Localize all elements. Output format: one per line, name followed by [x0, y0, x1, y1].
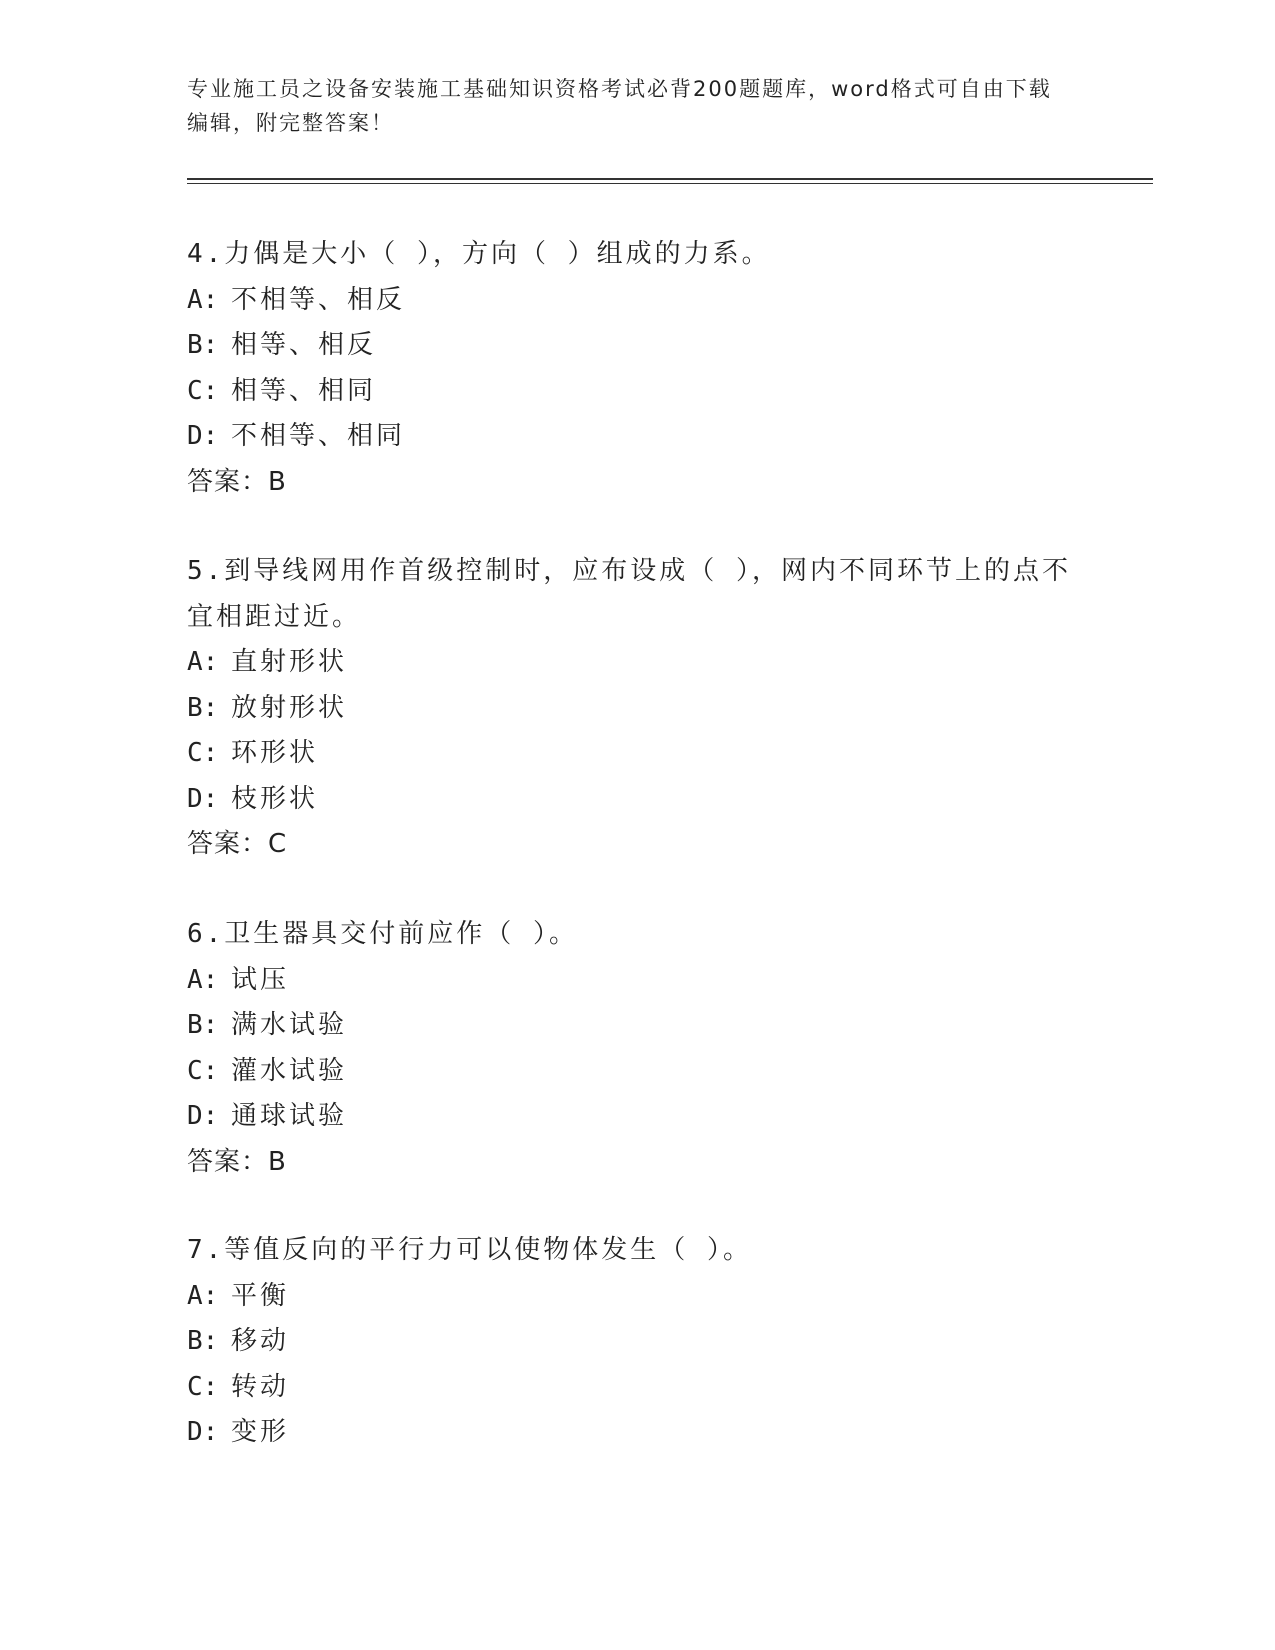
- option-letter: C:: [187, 1371, 219, 1402]
- option-letter: B:: [187, 1326, 219, 1356]
- option-b: [187, 323, 1087, 369]
- option-letter: B:: [187, 1010, 219, 1040]
- option-text: 通球试验: [231, 1101, 348, 1131]
- question-stem: 5.到导线网用作首级控制时，应布设成（ ），网内不同环节上的点不宜相距过近。: [187, 556, 1071, 632]
- option-letter: A:: [187, 284, 219, 315]
- option-b: [187, 686, 1087, 732]
- option-a: [187, 640, 1087, 686]
- option-letter: D:: [187, 1417, 219, 1447]
- option-text: 不相等、相反: [231, 284, 406, 315]
- option-text: 满水试验: [231, 1010, 348, 1040]
- option-letter: B:: [187, 330, 219, 360]
- option-text: 相等、相同: [231, 375, 377, 406]
- option-text: 平衡: [231, 1280, 290, 1311]
- option-text: 试压: [231, 964, 290, 995]
- option-text: 相等、相反: [231, 330, 377, 360]
- option-a: [187, 958, 1087, 1004]
- question-stem: 4.力偶是大小（ ），方向（ ）组成的力系。: [187, 239, 771, 269]
- option-c: [187, 1049, 1087, 1095]
- question-block: [187, 232, 1087, 505]
- option-letter: A:: [187, 964, 219, 995]
- question-stem: 7.等值反向的平行力可以使物体发生（ ）。: [187, 1235, 752, 1265]
- option-c: [187, 369, 1087, 415]
- option-b: [187, 1319, 1087, 1365]
- answer-line: 答案：B: [187, 1146, 287, 1177]
- option-text: 不相等、相同: [231, 421, 406, 451]
- answer-line: 答案：B: [187, 466, 287, 497]
- option-c: [187, 1365, 1087, 1411]
- option-a: [187, 1274, 1087, 1320]
- option-text: 移动: [231, 1326, 290, 1356]
- option-c: [187, 731, 1087, 777]
- option-letter: A:: [187, 1280, 219, 1311]
- option-text: 环形状: [231, 738, 319, 768]
- option-letter: D:: [187, 421, 219, 451]
- option-d: [187, 1094, 1087, 1140]
- option-letter: D:: [187, 1101, 219, 1131]
- option-text: 变形: [231, 1417, 290, 1447]
- option-d: [187, 1410, 1087, 1456]
- option-text: 放射形状: [231, 692, 348, 723]
- question-stem: 6.卫生器具交付前应作（ ）。: [187, 919, 578, 949]
- option-d: [187, 777, 1087, 823]
- question-block: [187, 1228, 1087, 1456]
- option-letter: C:: [187, 738, 219, 768]
- option-text: 直射形状: [231, 647, 348, 677]
- option-d: [187, 414, 1087, 460]
- option-text: 灌水试验: [231, 1055, 348, 1086]
- option-a: [187, 278, 1087, 324]
- question-block: [187, 549, 1087, 868]
- option-letter: C:: [187, 375, 219, 406]
- option-letter: A:: [187, 647, 219, 677]
- option-letter: C:: [187, 1055, 219, 1086]
- header-divider: [187, 178, 1153, 184]
- document-title: 专业施工员之设备安装施工基础知识资格考试必背200题题库，word格式可自由下载编辑，附完整答案！: [187, 77, 1052, 135]
- option-b: [187, 1003, 1087, 1049]
- answer-line: 答案：C: [187, 829, 288, 859]
- option-text: 枝形状: [231, 783, 319, 814]
- question-block: [187, 912, 1087, 1185]
- option-letter: D:: [187, 783, 219, 814]
- option-letter: B:: [187, 692, 219, 723]
- option-text: 转动: [231, 1371, 290, 1402]
